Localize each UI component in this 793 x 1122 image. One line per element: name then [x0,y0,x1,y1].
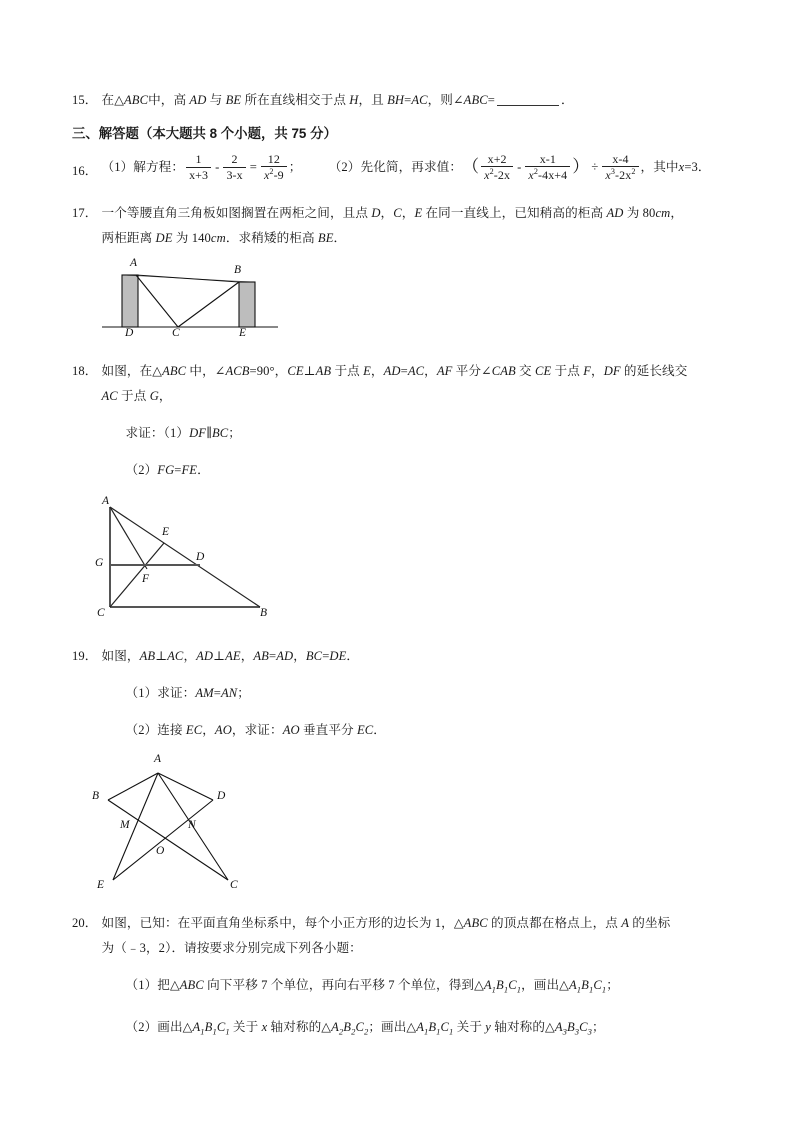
question-18-body [102,359,728,483]
seg: 垂直平分 [299,723,357,737]
q16-part2-var: x [678,160,685,175]
seg: 为 80 [623,206,656,220]
question-15-number: 15． [72,93,98,107]
q20-line-3 [102,973,728,1003]
seg: ， [590,364,604,378]
seg: 如图，已知：在平面直角坐标系中，每个小正方形的边长为 1，△ [101,916,464,930]
point-d: D [371,206,381,220]
seg-ac: AC [101,389,118,403]
segment-be: BE [317,231,334,245]
figure-18-svg [92,497,282,622]
den-base: x [484,168,490,183]
axis-y: y [485,1019,491,1034]
seg-bc: BC [305,649,323,663]
seg-ae: AE [225,649,241,663]
fraction-x-minus-4-over-x3-minus-2x2 [602,153,638,182]
seg-an: AN [220,686,238,700]
seg-acb: ACB [225,364,250,378]
figure-17-label-D: D [125,327,134,339]
figure-19-label-D: D [217,790,226,802]
figure-18-label-C: C [97,607,105,619]
question-20-body [102,911,728,1044]
seg: =90°， [249,364,288,378]
q18-line-3 [102,421,728,446]
den-base: x [263,168,270,183]
q15-seg-f: ，则∠ [427,93,464,107]
question-16-number: 16． [72,164,98,178]
seg: 向下平移 7 个单位，再向右平移 7 个单位，得到△ [203,978,484,992]
question-19-body [102,644,728,743]
question-15-text [102,88,728,113]
seg-af: AF [436,364,453,378]
q15-period: ． [560,93,574,107]
seg: 求证：（1） [125,426,190,440]
seg: = [400,364,408,378]
den-rest: -9 [273,168,284,183]
seg-ac: AC [167,649,184,663]
seg-de: DE [329,649,347,663]
figure-17-label-B: B [234,264,242,276]
question-20 [72,911,727,1044]
frac-denominator [602,166,638,182]
seg: ， [293,649,306,663]
seg-ad-2: AD [276,649,294,663]
segment-ad: AD [606,206,624,220]
frac-denominator [481,166,513,182]
q15-seg-a: 在△ [101,93,124,107]
fraction-x-plus-2-over-x2-minus-2x [481,153,513,182]
seg: ， [183,649,197,663]
seg: ， [202,723,215,737]
seg-ec: EC [185,723,203,737]
q15-bh: BH [387,93,405,107]
seg-fe: FE [181,463,198,477]
q17-line-1 [102,201,728,226]
seg: ， [670,206,684,220]
seg: 平分∠ [452,364,492,378]
seg-ec-2: EC [356,723,374,737]
triangle-a1b1c1-3: $A_1B_1C_1$ [192,1019,230,1037]
figure-19-label-N: N [188,819,196,831]
seg: ， [240,649,254,663]
figure-18-label-D: D [196,551,205,563]
q15-eq2: = [487,93,495,107]
seg: 在同一直线上，已知稍高的柜高 [422,206,607,220]
seg-abc: ABC [179,978,204,992]
seg-df: DF [189,426,207,440]
q20-line-4 [102,1015,728,1045]
seg-ac: AC [407,364,425,378]
seg: 关于 [453,1019,486,1034]
answer-blank[interactable] [497,93,559,106]
right-paren: ） [572,157,590,177]
figure-17-label-A: A [130,257,138,269]
seg-df: DF [603,364,621,378]
figure-18-label-B: B [260,607,268,619]
q16-part2-tail-b: =3． [684,160,711,175]
seg-ad: AD [196,649,214,663]
frac-numerator: x+2 [487,151,507,166]
frac-numerator: 2 [231,152,238,167]
left-paren: （ [462,157,480,177]
point-a: A [621,916,629,930]
seg: ； [606,978,619,992]
seg: = [322,649,330,663]
equals-operator: = [249,160,257,175]
fraction-12-over-x2-minus-9 [261,153,287,182]
perp-symbol: ⊥ [213,649,226,663]
figure-19-label-C: C [230,879,238,891]
seg-abc: ABC [162,364,187,378]
den-exponent-2: 2 [631,167,636,177]
seg: = [268,649,277,663]
minus-operator: - [517,160,522,175]
frac-denominator: 3-x [223,167,245,182]
seg: 中，∠ [186,364,226,378]
q15-ac: AC [411,93,428,107]
figure-19-label-O: O [156,845,165,857]
seg: ，求证： [231,723,283,737]
q16-part1-label: （1）解方程： [101,160,185,175]
seg: ，画出△ [521,978,569,992]
seg: 如图， [101,649,140,663]
seg: ． [346,649,360,663]
figure-17-label-C: C [172,327,180,339]
figure-19-svg [78,755,278,895]
seg-fg: FG [157,463,175,477]
q18-line-4 [102,458,728,483]
seg-ce: CE [287,364,304,378]
den-exponent: 2 [533,167,539,177]
q19-line-2 [102,681,728,706]
seg: ； [237,686,250,700]
q18-line-2 [102,384,728,409]
q15-h: H [349,93,359,107]
divide-operator: ÷ [591,160,599,175]
seg-ad: AD [383,364,401,378]
seg-ab: AB [139,649,156,663]
figure-18-label-F: F [142,573,150,585]
q15-seg-b: 中，高 [148,93,190,107]
seg: ， [401,206,415,220]
triangle-a1b1c1: $A_1B_1C_1$ [483,978,522,995]
seg: 为 140 [172,231,211,245]
seg: ；画出△ [368,1019,417,1034]
seg: 于点 [551,364,584,378]
seg-bc: BC [212,426,229,440]
q15-ad: AD [189,93,207,107]
perp-symbol: ⊥ [155,649,168,663]
seg: ． [373,723,386,737]
q16-part2-label: （2）先化简，再求值： [328,160,463,175]
den-exponent: 2 [489,167,494,177]
seg: ． [333,231,347,245]
figure-19-label-A: A [154,753,162,765]
seg: ， [370,364,384,378]
triangle-a1b1c1-2: $A_1B_1C_1$ [568,978,607,995]
seg-cab: CAB [491,364,516,378]
seg: 的顶点都在格点上，点 [487,916,622,930]
question-19-number: 19． [72,649,98,663]
question-17-number: 17． [72,206,98,220]
figure-question-19 [78,755,278,895]
segment-de: DE [155,231,173,245]
question-15 [72,88,727,113]
seg: 于点 [117,389,150,403]
seg-ao: AO [214,723,232,737]
seg: ； [228,426,241,440]
seg: 交 [515,364,535,378]
q19-line-1 [102,644,728,669]
frac-numerator: 1 [195,152,202,167]
q15-be: BE [225,93,242,107]
question-16 [72,149,727,188]
point-e: E [414,206,423,220]
den-rest: -2x [615,168,632,183]
figure-19-label-M: M [120,819,130,831]
axis-x: x [261,1019,268,1034]
seg-ao-2: AO [282,723,300,737]
seg: ； [592,1019,605,1034]
seg-am: AM [195,686,214,700]
question-17-body [102,201,728,251]
seg: 轴对称的△ [491,1019,555,1034]
fraction-2-over-3-minus-x [223,153,245,181]
den-exponent: 3 [610,167,616,177]
q16-part1-tail: ； [288,160,302,175]
frac-denominator: x+3 [186,167,211,182]
figure-question-18 [92,497,282,622]
seg: ． [197,463,210,477]
question-16-body [102,149,728,185]
seg-ab: AB [315,364,332,378]
point-c: C [393,206,402,220]
triangle-a3b3c3: $A_3B_3C_3$ [554,1019,593,1037]
seg-ce-2: CE [535,364,552,378]
q16-part-1 [102,150,302,184]
seg: 两柜距离 [101,231,156,245]
seg-abc: ABC [463,916,488,930]
frac-numerator: 12 [267,151,280,166]
den-rest: -2x [493,168,511,183]
seg: 的坐标 [629,916,671,930]
frac-denominator [525,166,570,182]
q20-line-1 [102,911,728,936]
den-exponent: 2 [269,167,274,177]
seg: ， [424,364,437,378]
seg: （1）求证： [125,686,196,700]
den-rest: -4x+4 [538,168,568,183]
q15-eq1: = [404,93,412,107]
seg: ．求稍矮的柜高 [225,231,318,245]
seg: （2）连接 [125,723,186,737]
q15-seg-d: 所在直线相交于点 [241,93,350,107]
unit-cm: cm [655,206,671,220]
q15-seg-e: ，且 [358,93,388,107]
seg: 于点 [331,364,364,378]
figure-18-label-G: G [95,557,104,569]
unit-cm: cm [210,231,226,245]
figure-19-label-E: E [97,879,105,891]
q16-part-2 [305,149,711,185]
fraction-1-over-x-plus-3 [186,153,211,181]
figure-18-label-E: E [162,526,170,538]
q15-abc2: ABC [463,93,488,107]
q15-abc: ABC [123,93,149,107]
figure-question-17 [100,257,280,337]
q16-part2-tail-a: ，其中 [640,160,679,175]
fraction-x-minus-1-over-x2-minus-4x-plus-4 [525,153,570,182]
q19-line-3 [102,718,728,743]
q17-line-2 [102,226,728,251]
parallel-symbol: ∥ [206,426,212,440]
frac-numerator: x-4 [612,151,629,166]
frac-numerator: x-1 [539,151,556,166]
seg: （2） [125,463,158,477]
seg: = [174,463,182,477]
den-base: x [605,168,611,183]
question-18 [72,359,727,483]
frac-denominator [261,166,287,182]
point-g: G [149,389,159,403]
figure-17-label-E: E [239,327,247,339]
question-18-number: 18． [72,364,98,378]
seg-ab-2: AB [253,649,269,663]
question-20-number: 20． [72,916,98,930]
figure-18-label-A: A [102,495,110,507]
q20-line-2: 为（﹣3，2）．请按要求分别完成下列各小题： [101,941,362,955]
seg: （2）画出△ [125,1019,193,1034]
seg: 关于 [229,1019,262,1034]
point-e: E [363,364,371,378]
seg: ， [158,389,172,403]
q18-line-1 [102,359,728,384]
den-base: x [528,168,534,183]
section-heading: 三、解答题（本大题共 8 个小题，共 75 分） [72,126,337,141]
q15-seg-c: 与 [206,93,226,107]
point-f: F [583,364,591,378]
seg: = [213,686,221,700]
seg: 如图，在△ [101,364,163,378]
perp-symbol: ⊥ [303,364,316,378]
figure-17-svg [100,257,280,337]
question-17 [72,201,727,251]
seg: （1）把△ [125,978,180,992]
page-content [72,88,727,1044]
triangle-a2b2c2: $A_2B_2C_2$ [331,1019,369,1037]
minus-operator: - [215,160,220,175]
seg: 的延长线交 [620,364,688,378]
figure-19-label-B: B [92,790,100,802]
question-19 [72,644,727,743]
triangle-a1b1c1-4: $A_1B_1C_1$ [416,1019,454,1037]
seg: ， [380,206,394,220]
seg: 一个等腰直角三角板如图搁置在两柜之间，且点 [101,206,372,220]
seg: 轴对称的△ [267,1019,332,1034]
